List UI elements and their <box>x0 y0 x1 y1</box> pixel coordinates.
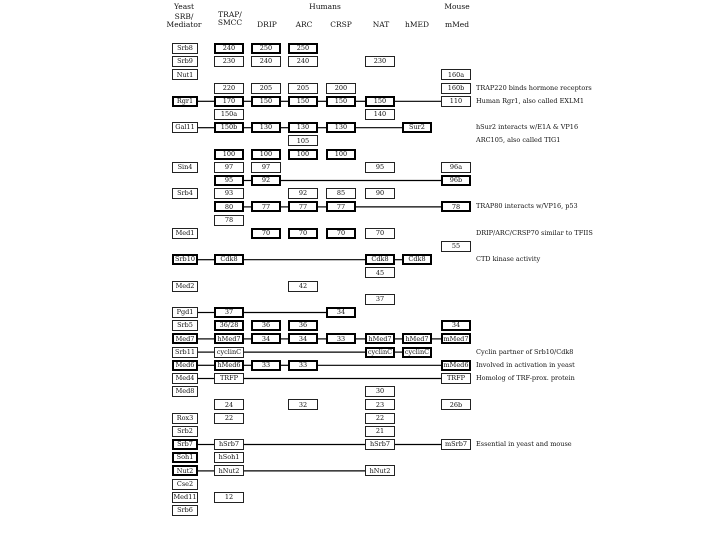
nat-subunit-box: 22 <box>365 413 395 424</box>
mouse-subunit-box: mMed7 <box>441 333 471 344</box>
drip-subunit-box: 100 <box>251 149 281 160</box>
trap-subunit-box: 150a <box>214 109 244 120</box>
yeast-subunit-box: Pgd1 <box>172 307 198 318</box>
trap-subunit-box: 97 <box>214 162 244 173</box>
annotation-note: Involved in activation in yeast <box>476 360 575 369</box>
yeast-subunit-box: Med11 <box>173 493 197 502</box>
trap-subunit-box: 230 <box>214 56 244 67</box>
trap-subunit-box: 220 <box>214 83 244 94</box>
arc-subunit-box: 70 <box>288 228 318 239</box>
yeast-subunit-box: Srb6 <box>172 505 198 516</box>
yeast-subunit-box: Med1 <box>172 228 198 239</box>
yeast-subunit-box: Srb5 <box>172 320 198 331</box>
trap-subunit-box: hMed7 <box>214 333 244 344</box>
nat-subunit-box: 37 <box>365 294 395 305</box>
crsp-subunit-box: 33 <box>326 333 356 344</box>
yeast-subunit-box: Srb4 <box>172 188 198 199</box>
trap-subunit-box: 240 <box>214 43 244 54</box>
yeast-subunit-box: Med7 <box>172 333 198 344</box>
trap-subunit-box: Cdk8 <box>214 254 244 265</box>
yeast-subunit-box: Med2 <box>172 281 198 292</box>
arc-subunit-box: 240 <box>288 56 318 67</box>
trap-subunit-box: 78 <box>214 215 244 226</box>
annotation-note: TRAP220 binds hormone receptors <box>476 83 592 92</box>
nat-subunit-box: Cdk8 <box>365 254 395 265</box>
annotation-note: Homolog of TRF-prox. protein <box>476 374 575 382</box>
yeast-subunit-box: Med4 <box>172 373 198 384</box>
yeast-subunit-box: Srb11 <box>172 347 198 358</box>
drip-subunit-box: 97 <box>251 162 281 173</box>
annotation-note: DRIP/ARC/CRSP70 similar to TFIIS <box>476 228 593 237</box>
yeast-subunit-box: Med6 <box>172 360 198 371</box>
mouse-subunit-box: TRFP <box>441 373 471 384</box>
trap-subunit-box: cyclinC <box>214 347 244 358</box>
drip-subunit-box: 36 <box>251 320 281 331</box>
yeast-subunit-box: Rgr1 <box>172 96 198 107</box>
header-drip: DRIP <box>257 20 277 29</box>
annotation-note: CTD kinase activity <box>476 255 541 264</box>
nat-subunit-box: 23 <box>365 399 395 410</box>
yeast-subunit-box: Srb8 <box>172 43 198 54</box>
nat-subunit-box: 70 <box>365 228 395 239</box>
yeast-subunit-box: Srb9 <box>172 56 198 67</box>
nat-subunit-box: 90 <box>365 188 395 199</box>
mouse-subunit-box: 96a <box>441 162 471 173</box>
header-nat: NAT <box>372 20 390 29</box>
trap-subunit-box: TRFP <box>214 373 244 384</box>
trap-subunit-box: 24 <box>214 399 244 410</box>
annotation-note: TRAP80 interacts w/VP16, p53 <box>476 202 578 211</box>
arc-subunit-box: 77 <box>288 201 318 212</box>
yeast-subunit-box: Srb10 <box>172 254 198 265</box>
drip-subunit-box: 240 <box>251 56 281 67</box>
annotation-note: Cyclin partner of Srb10/Cdk8 <box>476 347 574 356</box>
hmed-subunit-box: cyclinC <box>402 347 432 358</box>
mouse-subunit-box: 34 <box>441 320 471 331</box>
arc-subunit-box: 36 <box>288 320 318 331</box>
mouse-subunit-box: 78 <box>441 201 471 212</box>
nat-subunit-box: 230 <box>365 56 395 67</box>
trap-subunit-box: hMed6 <box>214 360 244 371</box>
yeast-subunit-box: Nut1 <box>172 69 198 80</box>
trap-subunit-box: hSrb7 <box>214 439 244 450</box>
mouse-subunit-box: 96b <box>441 175 471 186</box>
header-arc: ARC <box>295 20 313 29</box>
arc-subunit-box: 150 <box>288 96 318 107</box>
crsp-subunit-box: 150 <box>326 96 356 107</box>
arc-subunit-box: 92 <box>288 188 318 199</box>
drip-subunit-box: 205 <box>251 83 281 94</box>
arc-subunit-box: 34 <box>288 333 318 344</box>
nat-subunit-box: hNut2 <box>365 465 395 476</box>
mouse-subunit-box: 110 <box>441 96 471 107</box>
trap-subunit-box: hSoh1 <box>214 452 244 463</box>
crsp-subunit-box: 130 <box>326 122 356 133</box>
mouse-subunit-box: mSrb7 <box>441 439 471 450</box>
yeast-subunit-box: Med8 <box>172 386 198 397</box>
trap-subunit-box: 150b <box>214 122 244 133</box>
arc-subunit-box: 250 <box>288 43 318 54</box>
arc-subunit-box: 100 <box>288 149 318 160</box>
header-mouse: Mouse <box>444 2 470 11</box>
nat-subunit-box: 140 <box>365 109 395 120</box>
trap-subunit-box: hNut2 <box>214 465 244 476</box>
crsp-subunit-box: 77 <box>326 201 356 212</box>
yeast-subunit-box: Gal11 <box>172 122 198 133</box>
arc-subunit-box: 130 <box>288 122 318 133</box>
trap-subunit-box: 95 <box>214 175 244 186</box>
nat-subunit-box: 95 <box>365 162 395 173</box>
trap-subunit-box: 100 <box>214 149 244 160</box>
yeast-subunit-box: Soh1 <box>172 452 198 463</box>
nat-subunit-box: hMed7 <box>365 333 395 344</box>
trap-subunit-box: 12 <box>214 492 244 503</box>
yeast-subunit-box: Rox3 <box>172 413 198 424</box>
header-mmed: mMed <box>444 20 470 29</box>
trap-subunit-box: 37 <box>214 307 244 318</box>
header-trap-smcc: TRAP/ SMCC <box>217 10 243 27</box>
yeast-subunit-box: Srb2 <box>172 426 198 437</box>
arc-subunit-box: 205 <box>288 83 318 94</box>
drip-subunit-box: 77 <box>251 201 281 212</box>
nat-subunit-box: 21 <box>365 426 395 437</box>
drip-subunit-box: 150 <box>251 96 281 107</box>
mouse-subunit-box: 160b <box>441 83 471 94</box>
header-srb-mediator: SRB/ Mediator <box>166 12 202 29</box>
mouse-subunit-box: 26b <box>441 399 471 410</box>
drip-subunit-box: 130 <box>251 122 281 133</box>
hmed-subunit-box: Sur2 <box>402 122 432 133</box>
trap-subunit-box: 36/28 <box>214 320 244 331</box>
nat-subunit-box: hSrb7 <box>365 439 395 450</box>
crsp-subunit-box: 85 <box>326 188 356 199</box>
mouse-subunit-box: 160a <box>441 69 471 80</box>
nat-subunit-box: 45 <box>365 267 395 278</box>
trap-subunit-box: 80 <box>214 201 244 212</box>
arc-subunit-box: 32 <box>288 399 318 410</box>
crsp-subunit-box: 100 <box>326 149 356 160</box>
hmed-subunit-box: hMed7 <box>402 333 432 344</box>
yeast-subunit-box: Nut2 <box>172 465 198 476</box>
arc-subunit-box: 105 <box>288 135 318 146</box>
yeast-subunit-box: Cse2 <box>172 479 198 490</box>
annotation-note: Human Rgr1, also called EXLM1 <box>476 96 585 105</box>
crsp-subunit-box: 200 <box>326 83 356 94</box>
drip-subunit-box: 70 <box>251 228 281 239</box>
mouse-subunit-box: mMed6 <box>441 360 471 371</box>
header-humans: Humans <box>309 2 341 11</box>
mouse-subunit-box: 55 <box>441 241 471 252</box>
drip-subunit-box: 34 <box>251 333 281 344</box>
drip-subunit-box: 92 <box>251 175 281 186</box>
header-crsp: CRSP <box>330 20 352 29</box>
drip-subunit-box: 33 <box>251 360 281 371</box>
arc-subunit-box: 33 <box>288 360 318 371</box>
header-yeast: Yeast <box>173 2 195 11</box>
annotation-note: Essential in yeast and mouse <box>476 440 572 448</box>
trap-subunit-box: 170 <box>214 96 244 107</box>
nat-subunit-box: cyclinC <box>365 347 395 358</box>
yeast-subunit-box: Srb7 <box>172 439 198 450</box>
yeast-subunit-box: Sin4 <box>172 162 198 173</box>
nat-subunit-box: 30 <box>365 386 395 397</box>
header-hmed: hMED <box>405 20 429 29</box>
annotation-note: hSur2 interacts w/E1A & VP16 <box>476 123 579 132</box>
nat-subunit-box: 150 <box>365 96 395 107</box>
trap-subunit-box: 22 <box>214 413 244 424</box>
hmed-subunit-box: Cdk8 <box>402 254 432 265</box>
crsp-subunit-box: 70 <box>326 228 356 239</box>
crsp-subunit-box: 34 <box>326 307 356 318</box>
arc-subunit-box: 42 <box>288 281 318 292</box>
drip-subunit-box: 250 <box>251 43 281 54</box>
trap-subunit-box: 93 <box>214 188 244 199</box>
annotation-note: ARC105, also called TIG1 <box>476 136 561 145</box>
